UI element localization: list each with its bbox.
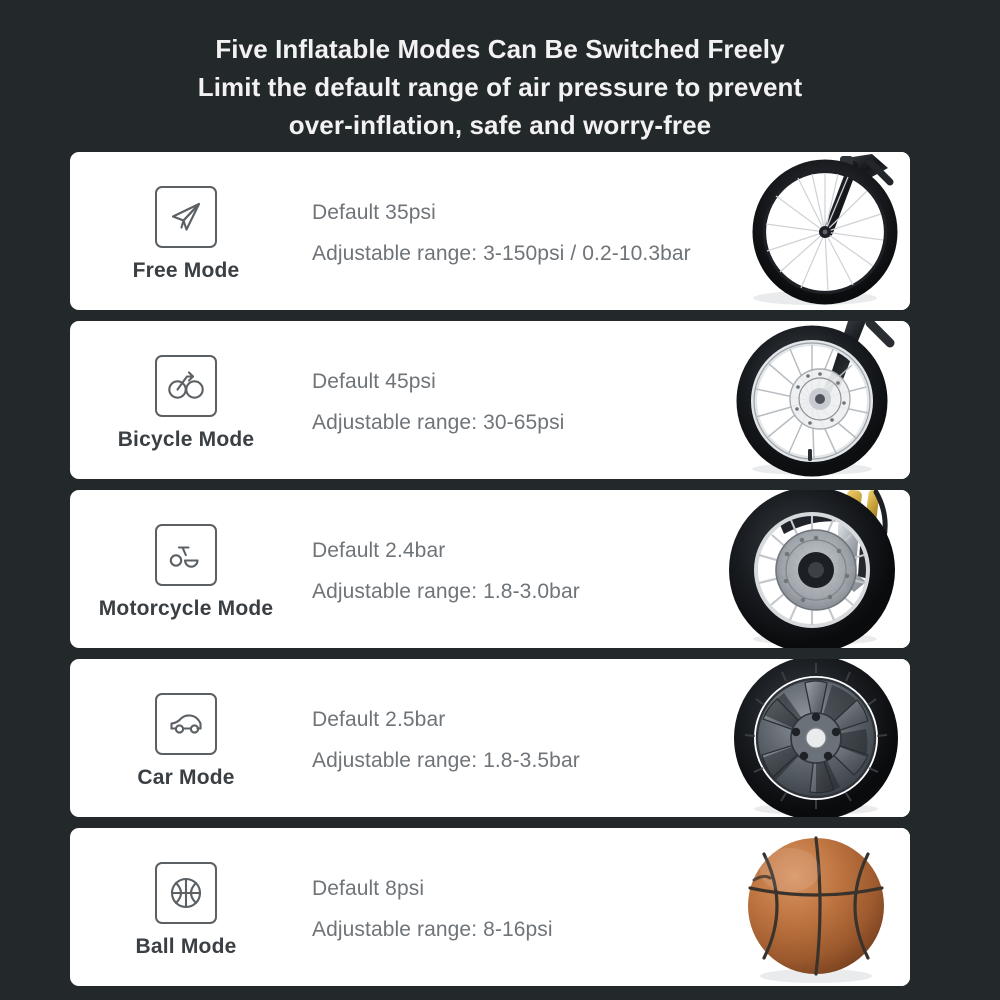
road-bike-wheel-photo xyxy=(720,152,910,310)
car-wheel-photo xyxy=(720,659,910,817)
car-icon xyxy=(155,693,217,755)
mode-card-list xyxy=(70,152,910,997)
mode-identity xyxy=(70,490,302,648)
mode-card-car[interactable] xyxy=(70,659,910,817)
basketball-icon xyxy=(155,862,217,924)
page-title xyxy=(0,30,1000,144)
motorcycle-icon xyxy=(155,524,217,586)
mode-identity xyxy=(70,828,302,986)
mode-card-ball[interactable] xyxy=(70,828,910,986)
default-pressure-label: Default 8psi xyxy=(312,877,425,900)
adjustable-range-label: Adjustable range: 30-65psi xyxy=(312,411,565,434)
mode-name-label: Car Mode xyxy=(137,765,235,789)
default-pressure-label: Default 35psi xyxy=(312,201,436,224)
adjustable-range-label: Adjustable range: 1.8-3.5bar xyxy=(312,749,580,772)
adjustable-range-label: Adjustable range: 1.8-3.0bar xyxy=(312,580,580,603)
motorcycle-wheel-photo xyxy=(720,490,910,648)
mode-identity xyxy=(70,321,302,479)
mode-card-free[interactable] xyxy=(70,152,910,310)
mode-name-label: Ball Mode xyxy=(135,934,237,958)
mode-card-motorcycle[interactable] xyxy=(70,490,910,648)
bicycle-wheel-photo xyxy=(720,321,910,479)
page-title-line-1: Five Inflatable Modes Can Be Switched Freely xyxy=(215,34,785,64)
default-pressure-label: Default 2.5bar xyxy=(312,708,446,731)
mode-identity xyxy=(70,152,302,310)
page-title-line-3: over-inflation, safe and worry-free xyxy=(288,110,712,140)
mode-name-label: Motorcycle Mode xyxy=(98,596,274,620)
adjustable-range-label: Adjustable range: 8-16psi xyxy=(312,918,553,941)
mode-card-bicycle[interactable] xyxy=(70,321,910,479)
mode-identity xyxy=(70,659,302,817)
page-title-line-2: Limit the default range of air pressure to prevent xyxy=(197,72,803,102)
bicycle-icon xyxy=(155,355,217,417)
basketball-photo xyxy=(720,828,910,986)
mode-name-label: Free Mode xyxy=(132,258,240,282)
default-pressure-label: Default 45psi xyxy=(312,370,436,393)
paper-plane-icon xyxy=(155,186,217,248)
default-pressure-label: Default 2.4bar xyxy=(312,539,446,562)
mode-name-label: Bicycle Mode xyxy=(117,427,255,451)
adjustable-range-label: Adjustable range: 3-150psi / 0.2-10.3bar xyxy=(312,242,691,265)
